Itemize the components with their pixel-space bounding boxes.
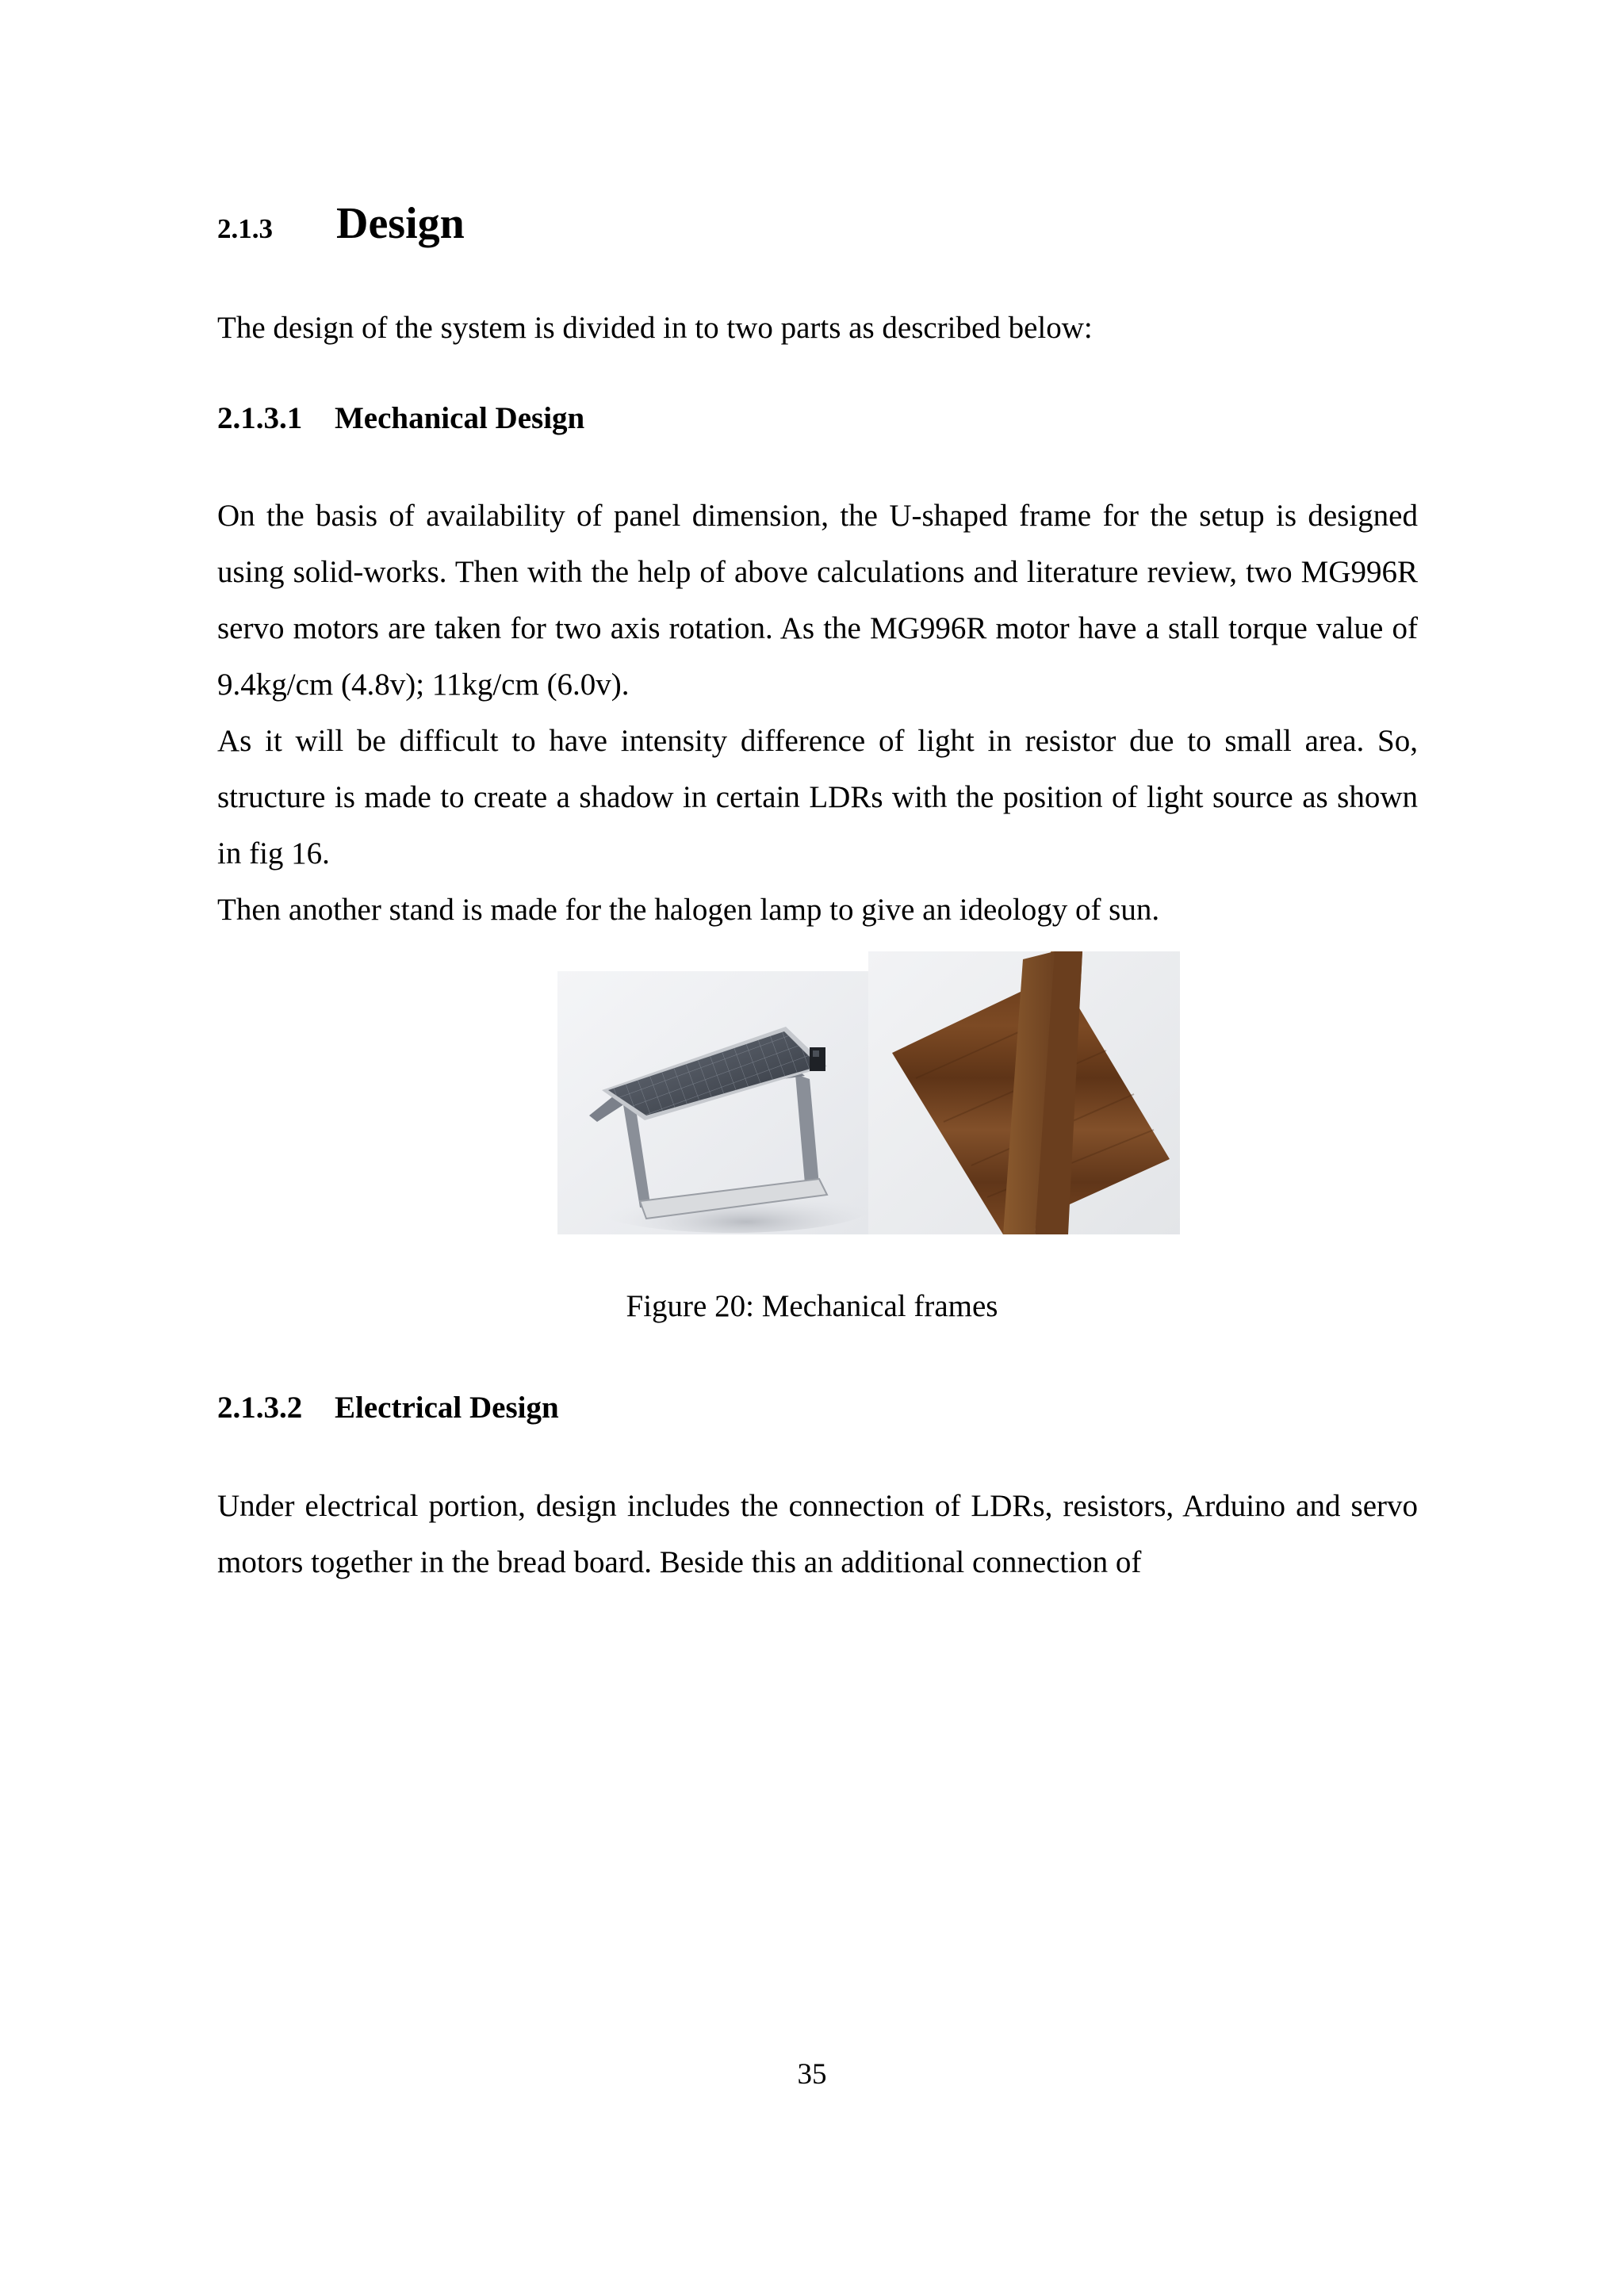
page-number: 35: [797, 2058, 827, 2091]
subsection-number: 2.1.3.2: [217, 1391, 303, 1425]
subsection-title: Mechanical Design: [335, 401, 585, 435]
figure-caption: Figure 20: Mechanical frames: [626, 1289, 998, 1323]
subsection-title: Electrical Design: [335, 1391, 559, 1425]
section-title: Design: [336, 199, 465, 248]
intro-paragraph: The design of the system is divided in to two parts as described below:: [217, 311, 1093, 345]
mechanical-paragraph-2: As it will be difficult to have intensity difference of light in resistor due to small area. So, structure is made to create a shadow in certain LDRs with the position of light source as shown in fig 16.: [217, 724, 1418, 871]
mechanical-paragraph-1: On the basis of availability of panel dimension, the U-shaped frame for the setup is designed using solid-works. Then with the help of above calculations and literature review, two MG996R servo motors are taken for two axis rotation. As the MG996R motor have a stall torque value of 9.4kg/cm (4.8v); 11kg/cm (6.0v).: [217, 499, 1418, 702]
wooden-stand-image: [868, 951, 1180, 1234]
electrical-paragraph-1: Under electrical portion, design includes the connection of LDRs, resistors, Arduino and servo motors together in the bread board. Beside this an additional connection of: [217, 1489, 1418, 1579]
subsection-heading-mechanical: [217, 400, 584, 436]
subsection-number: 2.1.3.1: [217, 401, 303, 435]
solar-panel-frame-image: [557, 971, 869, 1234]
mechanical-paragraph-3: Then another stand is made for the halogen lamp to give an ideology of sun.: [217, 893, 1160, 927]
section-heading: [217, 198, 465, 249]
subsection-heading-electrical: [217, 1390, 559, 1425]
section-number: 2.1.3: [217, 213, 273, 244]
